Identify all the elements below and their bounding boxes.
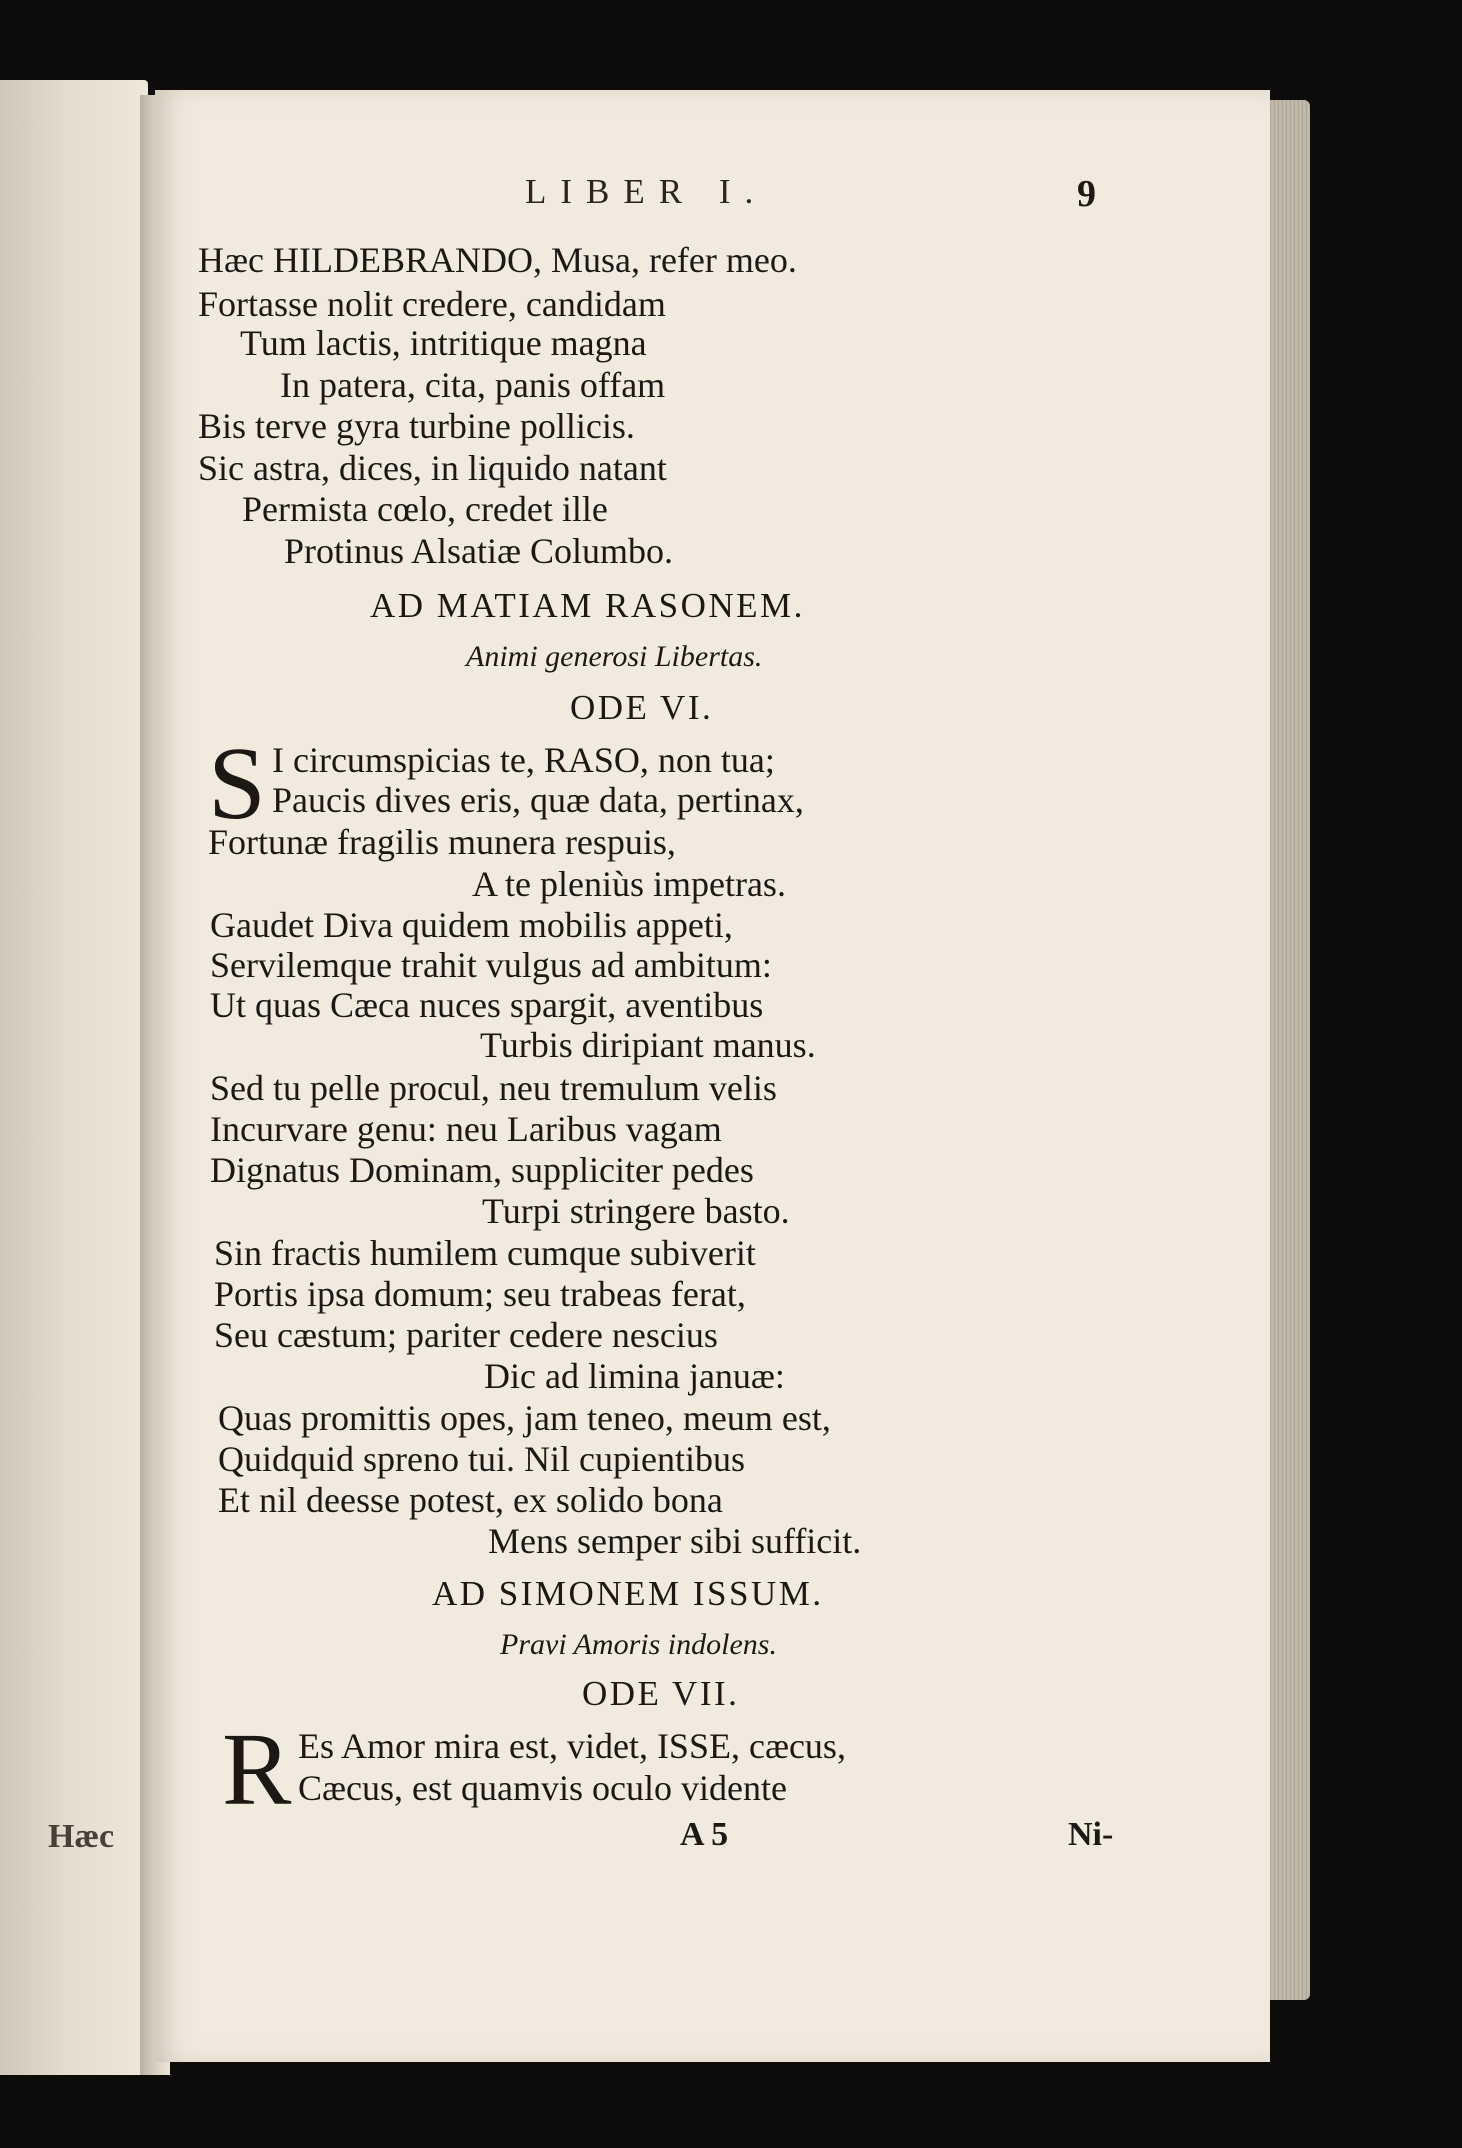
verse-line: Sin fractis humilem cumque subiverit bbox=[214, 1233, 756, 1273]
verse-line: Bis terve gyra turbine pollicis. bbox=[198, 406, 635, 446]
verse-line: Mens semper sibi sufficit. bbox=[488, 1521, 862, 1561]
verse-line: A te pleniùs impetras. bbox=[472, 864, 786, 904]
verse-line: Sed tu pelle procul, neu tremulum velis bbox=[210, 1068, 777, 1108]
running-head: LIBER I. bbox=[525, 172, 768, 211]
ode-vii-label: ODE VII. bbox=[582, 1674, 740, 1713]
ode-vi-subtitle: Animi generosi Libertas. bbox=[466, 640, 763, 673]
verse-line: Es Amor mira est, videt, ISSE, cæcus, bbox=[298, 1726, 846, 1766]
verse-line: Fortasse nolit credere, candidam bbox=[198, 284, 666, 324]
verse-line: Seu cæstum; pariter cedere nescius bbox=[214, 1315, 718, 1355]
verse-line: Cæcus, est quamvis oculo vidente bbox=[298, 1768, 787, 1808]
facing-left-page bbox=[0, 80, 148, 2075]
verse-line: Paucis dives eris, quæ data, pertinax, bbox=[272, 780, 804, 820]
verse-line: Turpi stringere basto. bbox=[482, 1191, 790, 1231]
verse-line: Ut quas Cæca nuces spargit, aventibus bbox=[210, 985, 764, 1025]
ode-vii-drop-cap: R bbox=[222, 1712, 292, 1827]
verse-line: Hæc HILDEBRANDO, Musa, refer meo. bbox=[198, 240, 797, 280]
ode-vi-label: ODE VI. bbox=[570, 688, 714, 727]
catchword: Ni- bbox=[1068, 1816, 1114, 1853]
verse-line: Tum lactis, intritique magna bbox=[240, 323, 647, 363]
page-number: 9 bbox=[1077, 173, 1096, 215]
verse-line: Quidquid spreno tui. Nil cupientibus bbox=[218, 1439, 745, 1479]
ode-vii-heading: AD SIMONEM ISSUM. bbox=[432, 1574, 824, 1613]
verse-line: Permista cœlo, credet ille bbox=[242, 489, 608, 529]
ode-vi-drop-cap: S bbox=[208, 726, 266, 841]
ode-vi-heading: AD MATIAM RASONEM. bbox=[370, 586, 805, 625]
verse-line: Et nil deesse potest, ex solido bona bbox=[218, 1480, 723, 1520]
ode-vii-subtitle: Pravi Amoris indolens. bbox=[500, 1628, 777, 1661]
verse-line: I circumspicias te, RASO, non tua; bbox=[272, 740, 775, 780]
verse-line: Quas promittis opes, jam teneo, meum est, bbox=[218, 1398, 831, 1438]
verse-line: Dignatus Dominam, suppliciter pedes bbox=[210, 1150, 754, 1190]
left-page-catchword: Hæc bbox=[48, 1818, 115, 1855]
signature-mark: A 5 bbox=[680, 1816, 729, 1853]
verse-line: Incurvare genu: neu Laribus vagam bbox=[210, 1109, 722, 1149]
verse-line: Gaudet Diva quidem mobilis appeti, bbox=[210, 905, 733, 945]
verse-line: Protinus Alsatiæ Columbo. bbox=[284, 531, 674, 571]
verse-line: Servilemque trahit vulgus ad ambitum: bbox=[210, 945, 772, 985]
verse-line: Dic ad limina januæ: bbox=[484, 1356, 785, 1396]
verse-line: Fortunæ fragilis munera respuis, bbox=[208, 822, 676, 862]
verse-line: In patera, cita, panis offam bbox=[280, 365, 666, 405]
verse-line: Turbis diripiant manus. bbox=[480, 1025, 816, 1065]
verse-line: Portis ipsa domum; seu trabeas ferat, bbox=[214, 1274, 746, 1314]
verse-line: Sic astra, dices, in liquido natant bbox=[198, 448, 667, 488]
